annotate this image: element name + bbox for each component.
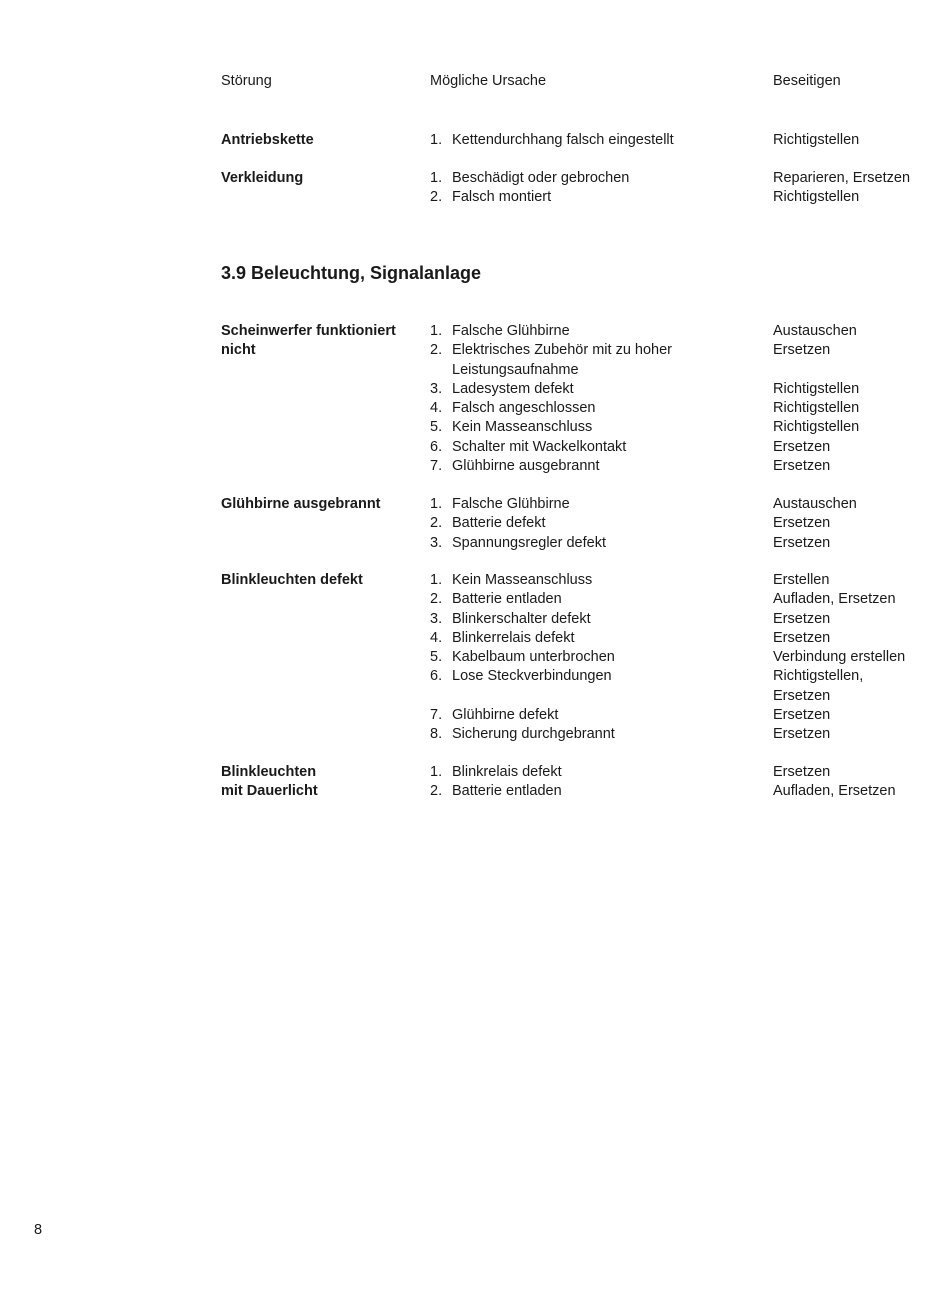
remedy-list: [773, 763, 943, 802]
cause-list: [430, 131, 760, 150]
cause-item: 1. Kettendurchhang falsch eingestellt: [430, 132, 674, 148]
page-number: 8: [34, 1222, 43, 1238]
remedy-item: Reparieren, Ersetzen: [773, 170, 911, 186]
fault-label: Glühbirne ausgebrannt: [221, 496, 381, 512]
cause-item: 4. Falsch angeschlossen: [430, 400, 596, 417]
cause-item-continuation: Leistungsaufnahme: [452, 361, 579, 378]
cause-item: 6. Lose Steckverbindungen: [430, 668, 612, 685]
section-heading: 3.9 Beleuchtung, Signalanlage: [221, 263, 482, 283]
cause-item: 2. Batterie entladen: [430, 783, 562, 800]
fault-label: Verkleidung: [221, 170, 304, 186]
cause-item: 1. Beschädigt oder gebrochen: [430, 170, 630, 186]
header-fault: Störung: [221, 73, 272, 89]
remedy-item: Richtigstellen: [773, 132, 860, 148]
remedy-item: Richtigstellen: [773, 400, 860, 417]
cause-item: 2. Batterie entladen: [430, 591, 562, 608]
cause-item: 5. Kabelbaum unterbrochen: [430, 649, 615, 666]
cause-item: 3. Blinkerschalter defekt: [430, 610, 591, 627]
cause-item: 7. Glühbirne defekt: [430, 707, 559, 724]
header-cause: Mögliche Ursache: [430, 73, 547, 89]
cause-item: 2. Elektrisches Zubehör mit zu hoher: [430, 342, 673, 359]
remedy-item: Ersetzen: [773, 534, 831, 551]
cause-item: 5. Kein Masseanschluss: [430, 419, 593, 436]
cause-item-blank: [430, 687, 760, 706]
remedy-item: Ersetzen: [773, 707, 831, 724]
fault-label: Scheinwerfer funktioniert nicht: [221, 323, 396, 359]
remedy-item: Ersetzen: [773, 687, 831, 704]
remedy-item: Ersetzen: [773, 515, 831, 532]
remedy-list: [773, 169, 943, 208]
cause-list: [430, 169, 760, 208]
remedy-item: Richtigstellen: [773, 380, 860, 397]
remedy-item: Ersetzen: [773, 458, 831, 475]
cause-item: 8. Sicherung durchgebrannt: [430, 726, 615, 743]
remedy-item: Ersetzen: [773, 629, 831, 646]
cause-list: [430, 495, 760, 553]
remedy-list: [773, 131, 943, 150]
remedy-item: Austauschen: [773, 323, 857, 339]
remedy-list: [773, 495, 943, 553]
cause-item: 3. Spannungsregler defekt: [430, 534, 606, 551]
remedy-item: Verbindung erstellen: [773, 649, 906, 666]
remedy-item: Richtigstellen,: [773, 668, 864, 685]
remedy-item: Aufladen, Ersetzen: [773, 591, 896, 608]
remedy-list: [773, 571, 943, 745]
remedy-item: Ersetzen: [773, 342, 831, 359]
remedy-item: Austauschen: [773, 496, 857, 512]
remedy-item: Ersetzen: [773, 726, 831, 743]
cause-item: 1. Falsche Glühbirne: [430, 496, 570, 512]
cause-item: 6. Schalter mit Wackelkontakt: [430, 438, 627, 455]
cause-list: [430, 322, 760, 476]
remedy-list: [773, 322, 943, 476]
cause-item: 1. Falsche Glühbirne: [430, 323, 570, 339]
cause-item: 4. Blinkerrelais defekt: [430, 629, 575, 646]
fault-label: Antriebskette: [221, 132, 314, 148]
cause-item: 2. Batterie defekt: [430, 515, 546, 532]
cause-item: 1. Kein Masseanschluss: [430, 572, 593, 588]
cause-item: 3. Ladesystem defekt: [430, 380, 574, 397]
remedy-item-blank: [773, 361, 943, 380]
cause-item: 7. Glühbirne ausgebrannt: [430, 458, 600, 475]
header-remedy: Beseitigen: [773, 73, 841, 89]
remedy-item: Richtigstellen: [773, 189, 860, 206]
remedy-item: Ersetzen: [773, 764, 831, 780]
fault-label: Blinkleuchten defekt: [221, 572, 363, 588]
cause-item: 2. Falsch montiert: [430, 189, 552, 206]
remedy-item: Ersetzen: [773, 438, 831, 455]
cause-list: [430, 571, 760, 745]
remedy-item: Ersetzen: [773, 610, 831, 627]
remedy-item: Richtigstellen: [773, 419, 860, 436]
fault-label: Blinkleuchten mit Dauerlicht: [221, 764, 318, 800]
remedy-item: Aufladen, Ersetzen: [773, 783, 896, 800]
remedy-item: Erstellen: [773, 572, 830, 588]
cause-list: [430, 763, 760, 802]
cause-item: 1. Blinkrelais defekt: [430, 764, 562, 780]
table-header: [0, 72, 950, 92]
